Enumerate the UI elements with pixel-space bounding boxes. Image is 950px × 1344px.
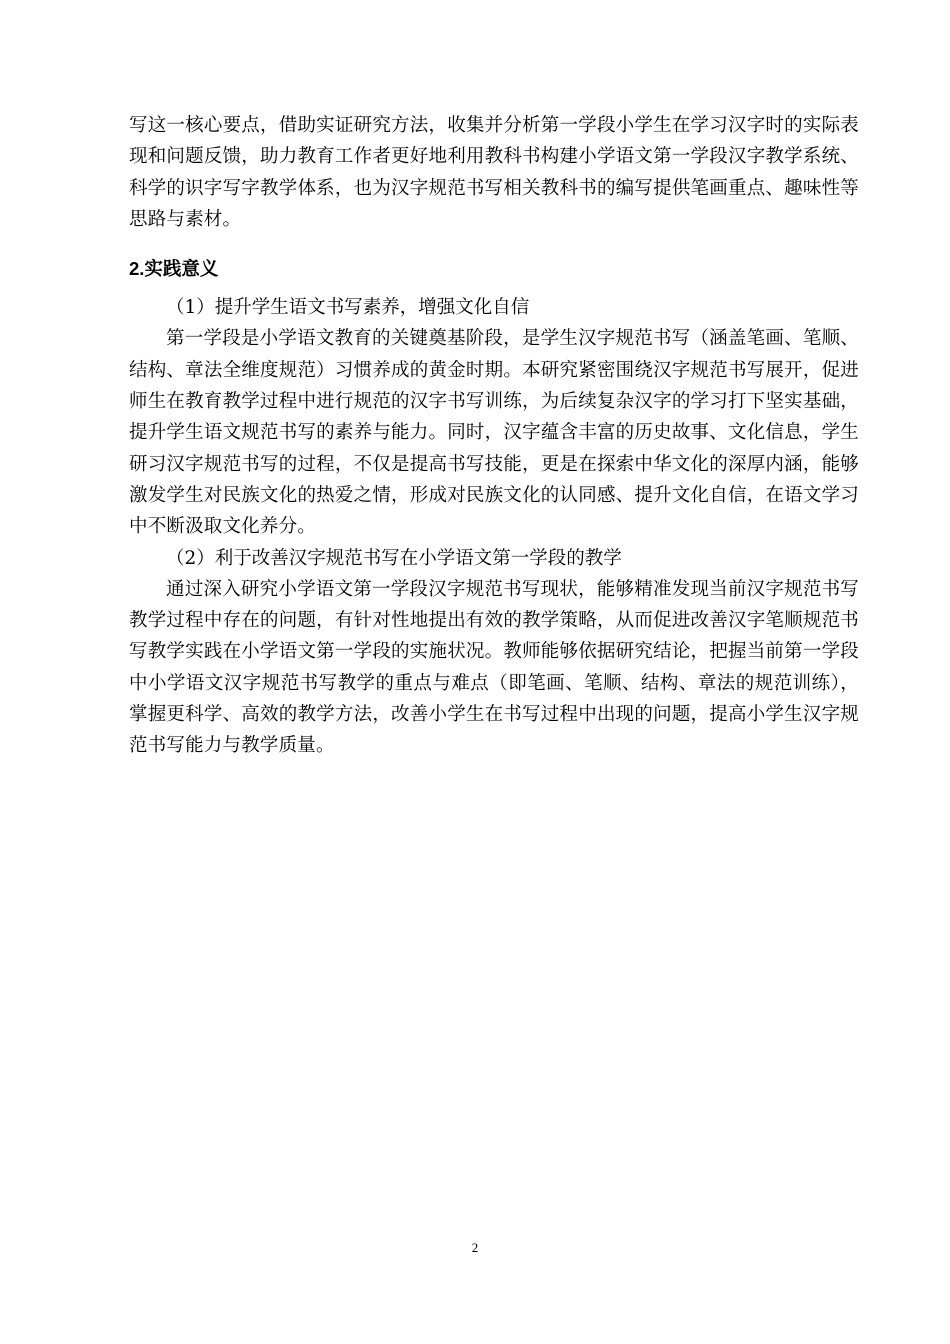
section-heading: 2.实践意义 [129,258,219,280]
page-number: 2 [471,1240,479,1255]
item-2-title: （2）利于改善汉字规范书写在小学语文第一学段的教学 [166,547,622,569]
item-1-text: 第一学段是小学语文教育的关键奠基阶段，是学生汉字规范书写（涵盖笔画、笔顺、结构、章法全维度规范）习惯养成的黄金时期。本研究紧密围绕汉字规范书写展开，促进师生在教育教学过程中进行规范的汉字书写训练，为后续复杂汉字的学习打下坚实基础，提升学生语文规范书写的素养与能力。同时，汉字蕴含丰富的历史故事、文化信息，学生研习汉字规范书写的过程，不仅是提高书写技能，更是在探索中华文化的深厚内涵，能够激发学生对民族文化的热爱之情，形成对民族文化的认同感、提升文化自信，在语文学习中不断汲取文化养分。 [129,328,859,538]
intro-paragraph: 写这一核心要点，借助实证研究方法，收集并分析第一学段小学生在学习汉字时的实际表现和问题反馈，助力教育工作者更好地利用教科书构建小学语文第一学段汉字教学系统、科学的识字写字教学体系，也为汉字规范书写相关教科书的编写提供笔画重点、趣味性等思路与素材。 [129,115,859,230]
page-content [129,110,859,762]
item-1-title: （1）提升学生语文书写素养，增强文化自信 [166,297,530,319]
item-2-text: 通过深入研究小学语文第一学段汉字规范书写现状，能够精准发现当前汉字规范书写教学过程中存在的问题，有针对性地提出有效的教学策略，从而促进改善汉字笔顺规范书写教学实践在小学语文第一学段的实施状况。教师能够依据研究结论，把握当前第一学段中小学语文汉字规范书写教学的重点与难点（即笔画、笔顺、结构、章法的规范训练），掌握更科学、高效的教学方法，改善小学生在书写过程中出现的问题，提高小学生汉字规范书写能力与教学质量。 [129,578,859,757]
